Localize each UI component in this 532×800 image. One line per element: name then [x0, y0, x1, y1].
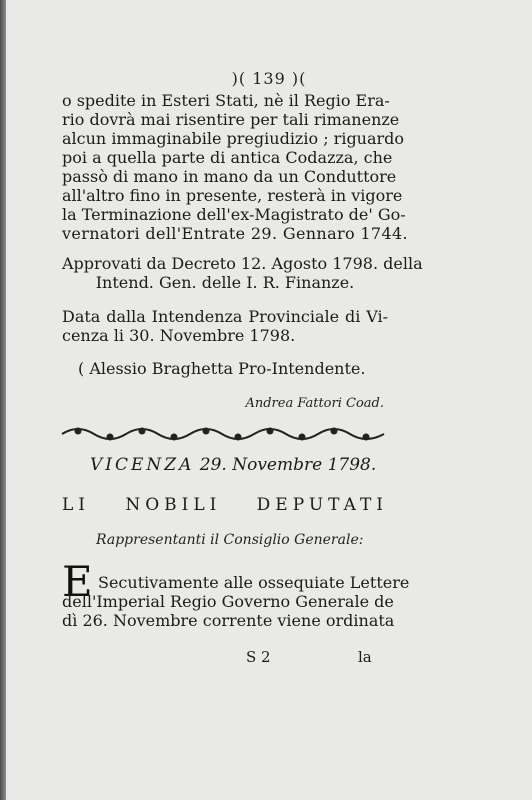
- issue-line-1: Data dalla Intendenza Provinciale di Vi-: [62, 307, 388, 326]
- signature-mark: S 2: [246, 648, 271, 666]
- body-line: all'altro fino in presente, resterà in vigore: [62, 186, 403, 205]
- body-line: rio dovrà mai risentire per tali rimanenze: [62, 110, 400, 129]
- dateline-date: 29. Novembre 1798.: [199, 455, 377, 475]
- approval-line-1: Approvati da Decreto 12. Agosto 1798. della: [62, 254, 423, 273]
- dateline: [90, 455, 376, 475]
- body-line: passò di mano in mano da un Conduttore: [62, 167, 397, 186]
- drop-cap: E: [62, 557, 93, 606]
- paragraph-line: Secutivamente alle ossequiate Lettere: [98, 573, 410, 592]
- signer-name: ( Alessio Braghetta Pro-Intendente.: [78, 359, 366, 378]
- page-number-header: )( 139 )(: [231, 69, 307, 88]
- paragraph-line: dì 26. Novembre corrente viene ordinata: [62, 611, 395, 630]
- issue-line-2: cenza li 30. Novembre 1798.: [62, 326, 296, 345]
- body-line: alcun immaginabile pregiudizio ; riguardo: [62, 129, 405, 148]
- paragraph-line: dell'Imperial Regio Governo Generale de: [62, 592, 394, 611]
- section-heading: LI NOBILI DEPUTATI: [62, 495, 388, 515]
- approval-line-2: Intend. Gen. delle I. R. Finanze.: [95, 273, 355, 292]
- section-subheading: Rappresentanti il Consiglio Generale:: [96, 532, 364, 548]
- issue-note: [62, 307, 388, 345]
- catchword: la: [358, 648, 372, 666]
- body-line: vernatori dell'Entrate 29. Gennaro 1744.: [62, 224, 408, 243]
- body-line: o spedite in Esteri Stati, nè il Regio Era-: [62, 91, 390, 110]
- dateline-city: VICENZA: [90, 455, 195, 475]
- ornament-divider: [58, 422, 388, 446]
- body-line: poi a quella parte di antica Codazza, che: [62, 148, 393, 167]
- countersign-name: Andrea Fattori Coad.: [245, 396, 384, 411]
- body-line: la Terminazione dell'ex-Magistrato de' Go-: [62, 205, 406, 224]
- document-page: [6, 0, 532, 800]
- approval-note: [62, 254, 423, 292]
